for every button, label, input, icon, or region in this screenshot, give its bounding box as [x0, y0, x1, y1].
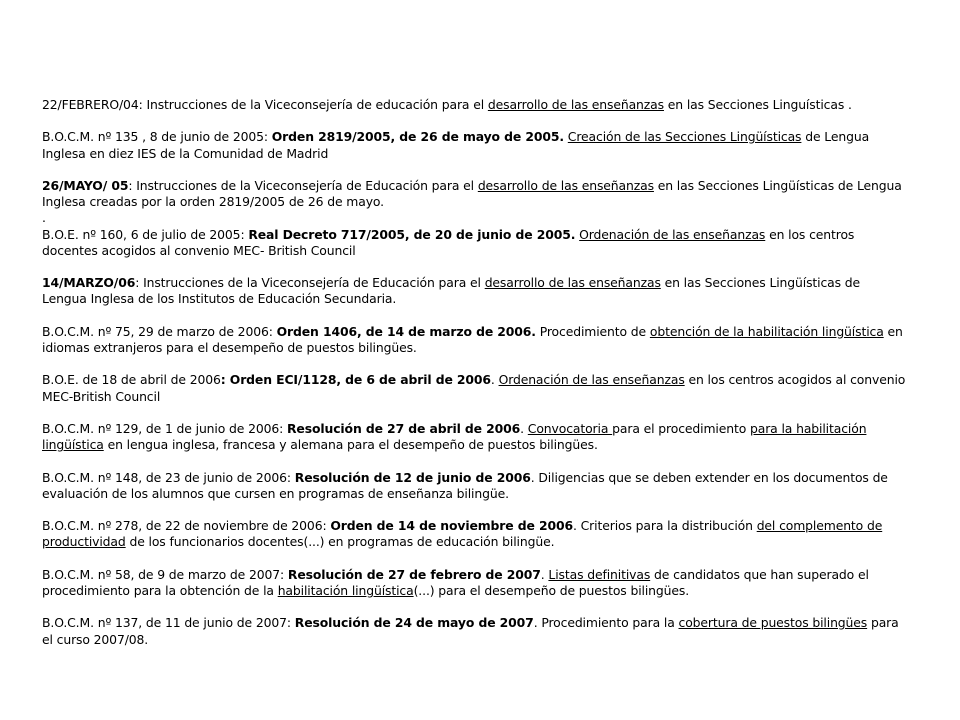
resolucion-title: Resolución de 12 de junio de 2006 [294, 469, 531, 485]
legislation-list [42, 97, 908, 664]
entry-bocm-148-2006: B.O.C.M. nº 148, de 23 de junio de 2006: Resolución de 12 de junio de 2006. Diligencias que se deben extender en los documentos de evaluación de los alumnos que cursen en programas de enseñanza bilingüe. [42, 469, 888, 501]
stray-dot: . [42, 210, 46, 226]
entry-boe-abril-2006: B.O.E. de 18 de abril de 2006: Orden ECI/1128, de 6 de abril de 2006. Ordenación de las enseñanzas en los centros acogidos al convenio MEC-British Council [42, 372, 906, 404]
link-convocatoria[interactable]: Convocatoria [527, 420, 613, 436]
entry-instrucciones-marzo-2006: 14/MARZO/06: Instrucciones de la Viceconsejería de Educación para el desarrollo de las enseñanzas en las Secciones Lingüísticas de Lengua Inglesa de los Institutos de Educación Secundaria. [42, 275, 861, 307]
link-ordenacion-ensenanzas[interactable]: Ordenación de las enseñanzas [498, 372, 685, 388]
resolucion-title: Resolución de 27 de febrero de 2007 [287, 566, 541, 582]
link-desarrollo-ensenanzas[interactable]: desarrollo de las enseñanzas [484, 275, 661, 291]
entry-bocm-129-2006: B.O.C.M. nº 129, de 1 de junio de 2006: Resolución de 27 de abril de 2006. Convocatoria para el procedimiento para la habilitación lingüística en lengua inglesa, francesa y alemana para el desempeño de puestos bilingües. [42, 420, 867, 453]
orden-title: Orden 1406, de 14 de marzo de 2006. [276, 323, 536, 339]
entry-bocm-135-2005: B.O.C.M. nº 135 , 8 de junio de 2005: Orden 2819/2005, de 26 de mayo de 2005. Creación de las Secciones Lingüísticas de Lengua Inglesa en diez IES de la Comunidad de Madrid [42, 129, 870, 161]
entry-bocm-137-2007: B.O.C.M. nº 137, de 11 de junio de 2007: Resolución de 24 de mayo de 2007. Procedimiento para la cobertura de puestos bilingües para el curso 2007/08. [42, 615, 899, 647]
real-decreto-title: Real Decreto 717/2005, de 20 de junio de 2005. [248, 226, 576, 242]
link-listas-definitivas[interactable]: Listas definitivas [548, 566, 651, 582]
link-complemento-productividad[interactable]: del complemento de productividad [42, 518, 883, 550]
entry-boe-160-2005: B.O.E. nº 160, 6 de julio de 2005: Real Decreto 717/2005, de 20 de junio de 2005. Ordenación de las enseñanzas en los centros docentes acogidos al convenio MEC- British Council [42, 226, 855, 258]
entry-instrucciones-2004: 22/FEBRERO/04: Instrucciones de la Viceconsejería de educación para el desarrollo de las enseñanzas en las Secciones Linguísticas . [42, 97, 852, 112]
link-ordenacion-ensenanzas[interactable]: Ordenación de las enseñanzas [579, 226, 766, 242]
link-creacion-secciones[interactable]: Creación de las Secciones Lingüísticas [567, 129, 802, 145]
link-cobertura-puestos[interactable]: cobertura de puestos bilingües [678, 615, 868, 631]
entry-instrucciones-mayo-2005: 26/MAYO/ 05: Instrucciones de la Viceconsejería de Educación para el desarrollo de las enseñanzas en las Secciones Lingüísticas de Lengua Inglesa creadas por la orden 2819/2005 de 26 de mayo. [42, 177, 902, 210]
link-desarrollo-ensenanzas[interactable]: desarrollo de las enseñanzas [477, 177, 654, 193]
orden-title: Orden 2819/2005, de 26 de mayo de 2005. [271, 129, 564, 145]
resolucion-title: Resolución de 27 de abril de 2006 [287, 420, 521, 436]
link-habilitacion-linguistica[interactable]: habilitación lingüística [277, 582, 414, 598]
entry-date: 14/MARZO/06 [42, 275, 136, 291]
entry-date: 26/MAYO/ 05 [42, 177, 129, 193]
orden-title: Orden de 14 de noviembre de 2006 [330, 518, 574, 534]
link-desarrollo-ensenanzas[interactable]: desarrollo de las enseñanzas [487, 97, 664, 112]
resolucion-title: Resolución de 24 de mayo de 2007 [294, 615, 534, 631]
link-obtencion-habilitacion[interactable]: obtención de la habilitación lingüística [649, 323, 884, 339]
orden-title: : Orden ECI/1128, de 6 de abril de 2006 [220, 372, 491, 388]
entry-bocm-58-2007: B.O.C.M. nº 58, de 9 de marzo de 2007: Resolución de 27 de febrero de 2007. Listas definitivas de candidatos que han superado el procedimiento para la obtención de la habilitación lingüística(...) para el desempeño de puestos bilingües. [42, 566, 869, 598]
entry-bocm-278-2006: B.O.C.M. nº 278, de 22 de noviembre de 2006: Orden de 14 de noviembre de 2006. Criterios para la distribución del complemento de productividad de los funcionarios docentes(...) en programas de educación bilingüe. [42, 518, 883, 550]
entry-bocm-75-2006: B.O.C.M. nº 75, 29 de marzo de 2006: Orden 1406, de 14 de marzo de 2006. Procedimiento de obtención de la habilitación lingüística en idiomas extranjeros para el desempeño de puestos bilingües. [42, 323, 903, 355]
link-habilitacion-linguistica[interactable]: para la habilitación lingüística [42, 420, 867, 453]
